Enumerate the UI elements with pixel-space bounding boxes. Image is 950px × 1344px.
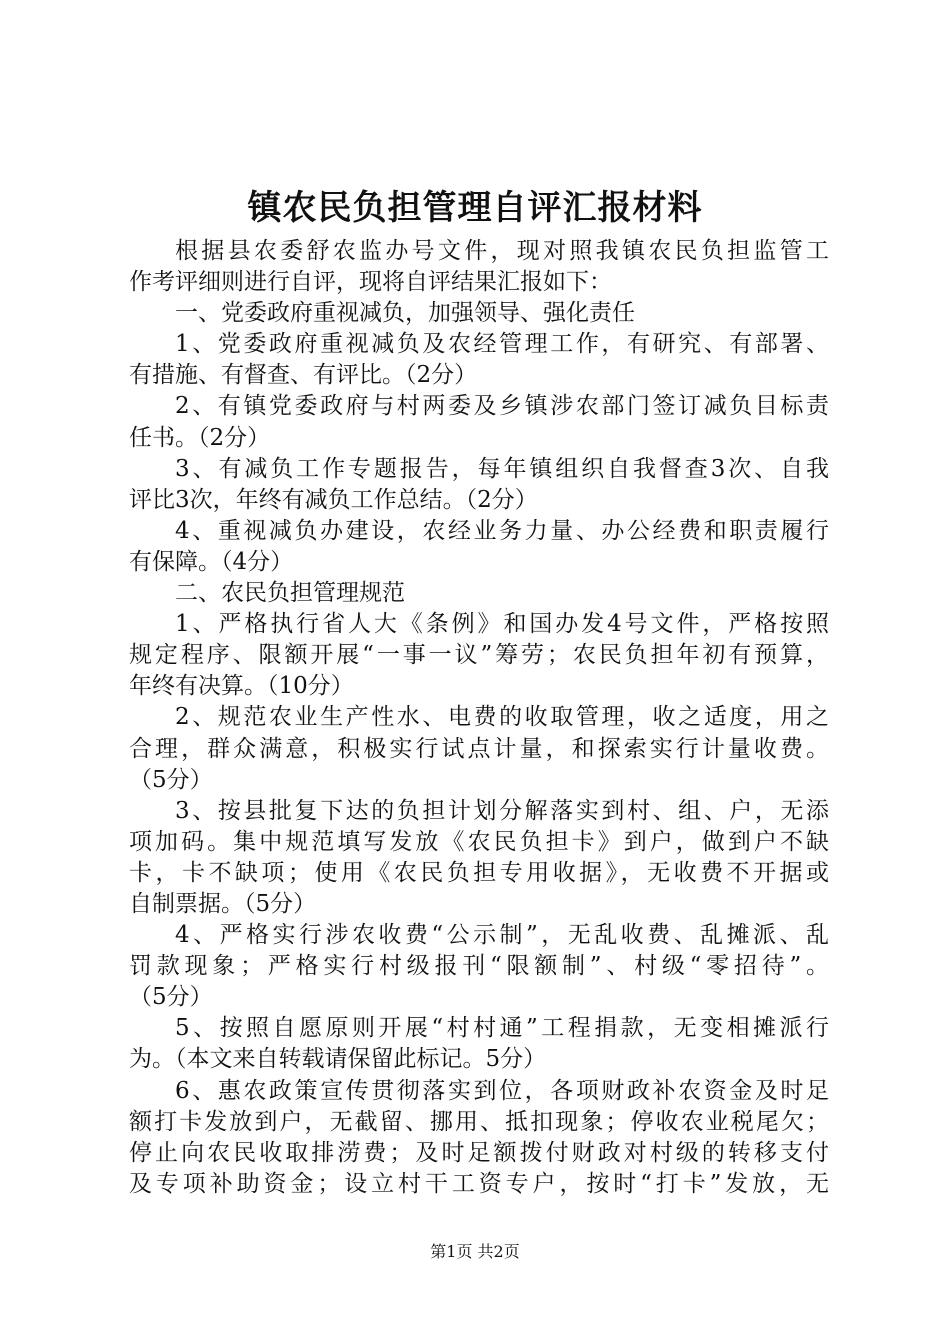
body-line-11: 有保障。（4分） xyxy=(129,548,294,575)
body-line-13: 1、严格执行省人大《条例》和国办发4号文件，严格按照 xyxy=(175,611,829,638)
body-line-27: 为。（本文来自转载请保留此标记。5分） xyxy=(129,1046,547,1073)
body-line-16: 2、规范农业生产性水、电费的收取管理，收之适度，用之 xyxy=(175,704,829,731)
body-line-24: 罚款现象；严格实行村级报刊“限额制”、村级“零招待”。 xyxy=(129,953,829,980)
body-line-8: 3、有减负工作专题报告，每年镇组织自我督查3次、自我 xyxy=(175,455,829,482)
body-line-15: 年终有决算。（10分） xyxy=(129,673,354,700)
page-footer: 第1页 共2页 xyxy=(430,1242,520,1261)
body-line-21: 卡，卡不缺项；使用《农民负担专用收据》，无收费不开据或 xyxy=(129,859,829,886)
body-line-10: 4、重视减负办建设，农经业务力量、办公经费和职责履行 xyxy=(175,517,829,544)
body-line-29: 额打卡发放到户，无截留、挪用、抵扣现象；停收农业税尾欠； xyxy=(129,1108,829,1135)
body-line-25: （5分） xyxy=(129,984,213,1011)
body-line-31: 及专项补助资金；设立村干工资专户，按时“打卡”发放，无 xyxy=(129,1170,829,1197)
body-line-9: 评比3次，年终有减负工作总结。（2分） xyxy=(129,486,538,513)
body-line-18: （5分） xyxy=(129,766,213,793)
body-line-17: 合理，群众满意，积极实行试点计量，和探索实行计量收费。 xyxy=(129,735,829,762)
body-line-28: 6、惠农政策宣传贯彻落实到位，各项财政补农资金及时足 xyxy=(175,1077,829,1104)
body-line-19: 3、按县批复下达的负担计划分解落实到村、组、户，无添 xyxy=(175,797,829,824)
section-heading-2: 二、农民负担管理规范 xyxy=(175,580,405,607)
body-line-20: 项加码。集中规范填写发放《农民负担卡》到户，做到户不缺 xyxy=(129,828,829,855)
body-line-23: 4、严格实行涉农收费“公示制”，无乱收费、乱摊派、乱 xyxy=(175,922,829,949)
body-line-30: 停止向农民收取排涝费；及时足额拨付财政对村级的转移支付 xyxy=(129,1139,829,1166)
body-line-14: 规定程序、限额开展“一事一议”筹劳；农民负担年初有预算， xyxy=(129,642,829,669)
document-title: 镇农民负担管理自评汇报材料 xyxy=(247,188,703,228)
body-line-1: 根据县农委舒农监办号文件，现对照我镇农民负担监管工 xyxy=(175,238,829,264)
body-line-22: 自制票据。（5分） xyxy=(129,890,317,917)
body-line-4: 1、党委政府重视减负及农经管理工作，有研究、有部署、 xyxy=(175,331,829,358)
body-line-5: 有措施、有督查、有评比。（2分） xyxy=(129,362,478,389)
body-line-7: 任书。（2分） xyxy=(129,424,271,451)
section-heading-1: 一、党委政府重视减负，加强领导、强化责任 xyxy=(175,300,635,327)
body-line-26: 5、按照自愿原则开展“村村通”工程捐款，无变相摊派行 xyxy=(175,1015,829,1042)
document-body xyxy=(129,236,829,1200)
body-line-2: 作考评细则进行自评，现将自评结果汇报如下： xyxy=(129,269,612,296)
body-line-6: 2、有镇党委政府与村两委及乡镇涉农部门签订减负目标责 xyxy=(175,393,829,420)
